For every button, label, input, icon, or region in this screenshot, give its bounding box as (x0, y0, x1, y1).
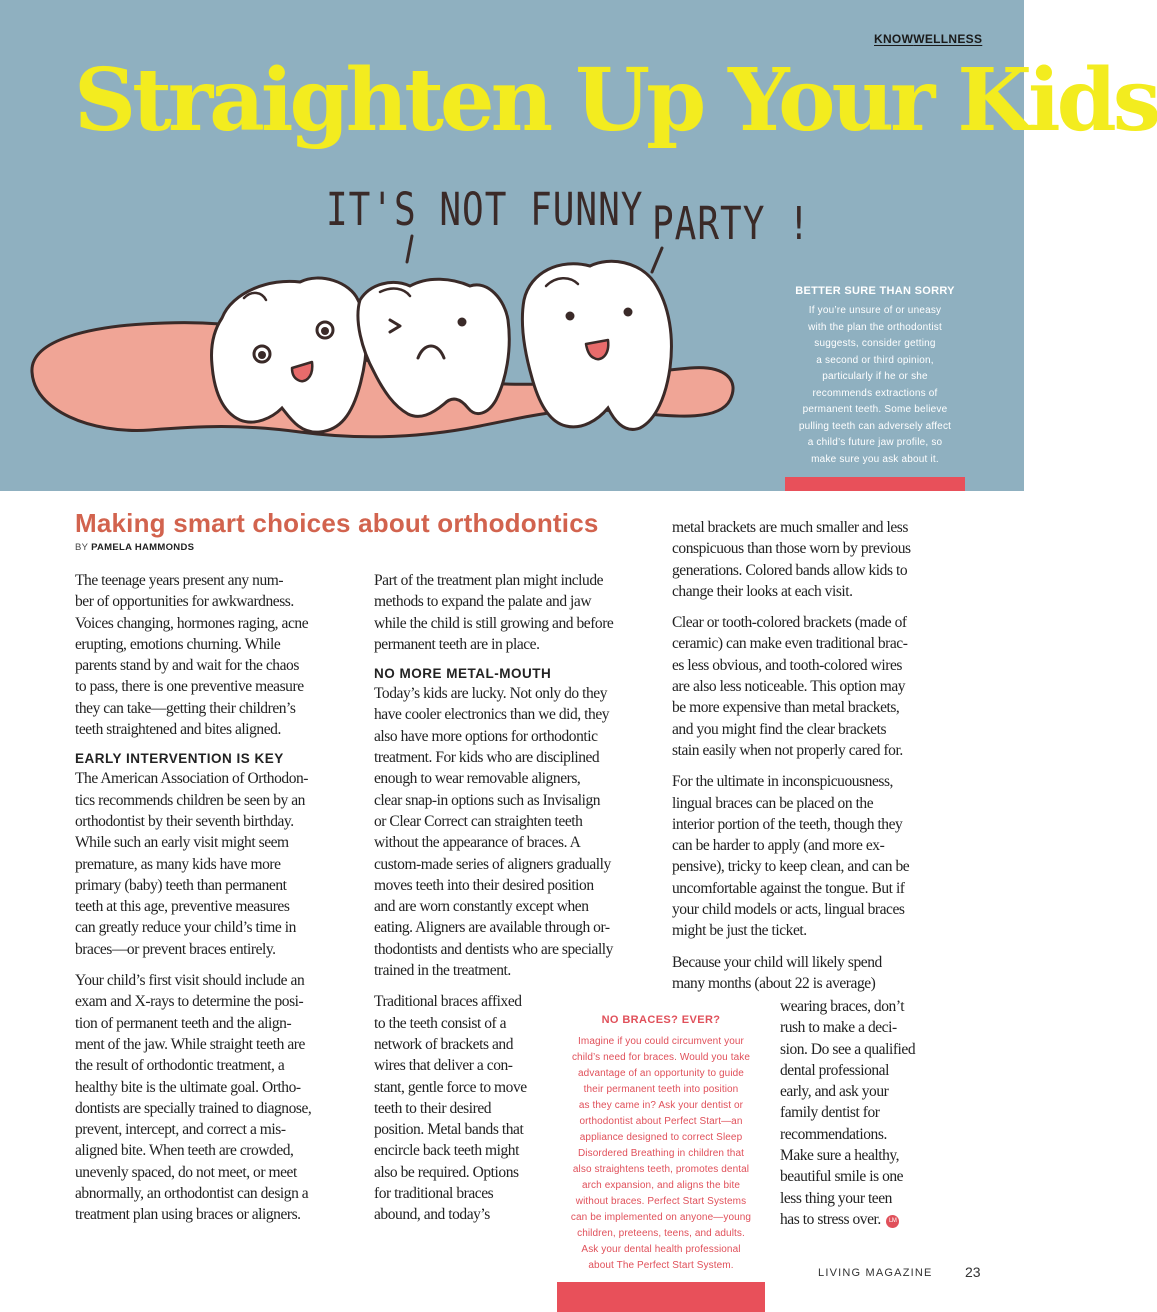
paragraph: Because your child will likely spend many months (about 22 is average) (672, 953, 882, 992)
paragraph: The American Association of Orthodon- tics recommends children be seen by an orthodontist by their seventh birthday. While such an early visit might seem premature, as many kids have more primary (baby) teeth than permanent teeth at this age, preventive measures can greatly reduce your child’s time in braces—or prevent braces entirely. (75, 770, 309, 958)
byline: BY PAMELA HAMMONDS (75, 542, 195, 553)
callout-accent-bar (557, 1282, 765, 1312)
page-number: 23 (965, 1264, 981, 1280)
callout-title: NO BRACES? EVER? (601, 1014, 721, 1026)
speech-tick-right (652, 248, 662, 272)
sidebar-tip (785, 285, 965, 468)
sidebar-title: BETTER SURE THAN SORRY (795, 285, 955, 297)
speech-tick-left (407, 236, 412, 262)
paragraph: metal brackets are much smaller and less conspicuous than those worn by previous generations. Colored bands allow kids to change their looks at each visit. (672, 519, 911, 600)
magazine-name: LIVING MAGAZINE (818, 1267, 933, 1279)
article-subtitle: Making smart choices about orthodontics (75, 508, 599, 538)
paragraph: The teenage years present any num- ber of opportunities for awkwardness. Voices changing, hormones raging, acne erupting, emotions churning. While parents stand by and wait for the chaos to pass, there is one preventive measure they can take—getting their children’s teeth straightened and bites aligned. (75, 572, 309, 739)
paragraph-continued: wearing braces, don’t rush to make a deci- sion. Do see a qualified dental professional early, and ask your family dentist for recommendations. Make sure a healthy, beautiful smile is one less thing your teen has to stress over. LM (780, 998, 916, 1228)
callout-body: Imagine if you could circumvent your child’s need for braces. Would you take advantage of an opportunity to guide their permanent teeth into position as they came in? Ask your dentist or orthodontist about Perfect Start—an appliance designed to correct Sleep Disordered Breathing in children that also straightens teeth, promotes dental arch expansion, and aligns the bite without braces. Perfect Start Systems can be implemented on anyone—young children, preteens, teens, and adults. Ask your dental health professional about The Perfect Start System. (570, 1036, 752, 1271)
section-heading: NO MORE METAL-MOUTH (374, 666, 552, 682)
section-tag: KNOWWELLNESS (874, 32, 983, 46)
author-name: PAMELA HAMMONDS (91, 542, 195, 553)
article-column-1 (75, 570, 360, 1236)
page-title: Straighten Up Your Kids (74, 50, 1157, 151)
end-mark-icon: LM (886, 1215, 899, 1228)
sidebar-body: If you’re unsure of or uneasy with the plan the orthodontist suggests, consider getting a second or third opinion, particularly if he or she recommends extractions of permanent teeth. Some believe pulling teeth can adversely affect a child’s future jaw profile, so make sure you ask about it. (798, 305, 952, 465)
speech-text-left: IT'S NOT FUNNY (326, 185, 644, 237)
speech-text-right: PARTY ! (652, 199, 811, 251)
paragraph: Your child’s first visit should include an exam and X-rays to determine the posi- tion of permanent teeth and the align- ment of the jaw. While straight teeth are the result of orthodontic treatment, a healthy bite is the ultimate goal. Ortho- dontists are specially trained to diagnose, prevent, intercept, and correct a mis- aligned bite. When teeth are crowded, unevenly spaced, do not meet, or meet abnormally, an orthodontist can design a treatment plan using braces or aligners. (75, 972, 312, 1224)
paragraph: Clear or tooth-colored brackets (made of ceramic) can make even traditional brac- es less obvious, and tooth-colored wires are also less noticeable. This option may be more expensive than metal brackets, and you might find the clear brackets stain easily when not properly cared for. (672, 614, 908, 759)
tooth-right (522, 261, 671, 429)
article-column-3 (672, 517, 957, 1004)
paragraph: Today’s kids are lucky. Not only do they have cooler electronics than we did, they also have more options for orthodontic treatment. For kids who are disciplined enough to wear removable aligners, clear snap-in options such as Invisalign or Clear Correct can straighten teeth without the appearance of braces. A custom-made series of aligners gradually moves teeth into their desired position and are worn constantly except when eating. Aligners are available through or- thodontists and dentists who are specially trained in the treatment. (374, 685, 613, 980)
paragraph: For the ultimate in inconspicuousness, lingual braces can be placed on the interior portion of the teeth, though they can be harder to apply (and more ex- pensive), tricky to keep clean, and can be uncomfortable against the tongue. But if your child models or acts, lingual braces might be just the ticket. (672, 773, 910, 940)
paragraph: Part of the treatment plan might include methods to expand the palate and jaw while the child is still growing and before permanent teeth are in place. (374, 572, 614, 653)
tooth-left (211, 278, 366, 432)
paragraph: Traditional braces affixed to the teeth consist of a network of brackets and wires that deliver a con- stant, gentle force to move teeth to their desired position. Metal bands that encircle back teeth might also be required. Options for traditional braces abound, and today’s (374, 993, 527, 1224)
callout-box (557, 1006, 765, 1312)
section-heading: EARLY INTERVENTION IS KEY (75, 751, 284, 767)
sidebar-accent-bar (785, 477, 965, 491)
